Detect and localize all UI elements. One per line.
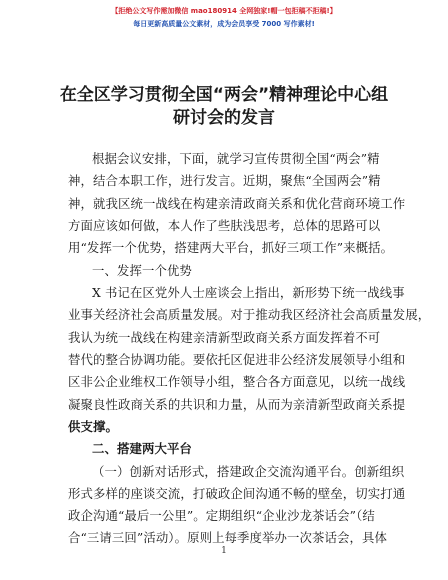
paragraph-line: 供支撑。 xyxy=(68,419,118,434)
paragraph-line: （一）创新对话形式，搭建政企交流沟通平台。创新组织 xyxy=(92,464,405,479)
document-title-line2: 研讨会的发言 xyxy=(173,108,275,128)
page-number: 1 xyxy=(221,546,227,556)
paragraph-line: 用“发挥一个优势，搭建两大平台，抓好三项工作”来概括。 xyxy=(68,240,394,255)
paragraph-line: 形式多样的座谈交流，打破政企间沟通不畅的壁垒，切实打通 xyxy=(68,486,406,501)
paragraph-line: 区非公企业维权工作领导小组，整合各方面意见，以统一战线 xyxy=(68,374,406,389)
paragraph-line: 业事关经济社会高质量发展。对于推动我区经济社会高质量发展， xyxy=(68,307,431,322)
paragraph-line: 合“三请三回”活动）。原则上每季度举办一次茶话会，具体 xyxy=(68,530,387,545)
paragraph-line: 神，结合本职工作，进行发言。近期，聚焦“全国两会”精 xyxy=(68,173,381,188)
paragraph-line: 方面应该如何做，本人作了些肤浅思考，总体的思路可以 xyxy=(68,218,381,233)
promo-banner-line2: 每日更新高质量公文素材，成为会员享受 7000 写作素材! xyxy=(133,20,315,28)
paragraph-line: 根据会议安排，下面，就学习宣传贯彻全国“两会”精 xyxy=(92,151,380,166)
paragraph-line: 政企沟通“最后一公里”。定期组织“企业沙龙茶话会”（结 xyxy=(68,508,375,523)
paragraph-line: X 书记在区党外人士座谈会上指出，新形势下统一战线事 xyxy=(92,285,405,300)
paragraph-line: 神，就我区统一战线在构建亲清政商关系和优化营商环境工作 xyxy=(68,196,406,211)
paragraph-line: 替代的整合协调功能。要依托区促进非公经济发展领导小组和 xyxy=(68,352,406,367)
section-heading-1: 一、发挥一个优势 xyxy=(92,263,192,278)
section-heading-2: 二、搭建两大平台 xyxy=(92,441,192,456)
promo-banner-line1: 【拒绝公文写作需加微信 mao180914 全网独家!帽一包拒稿不拒稿!】 xyxy=(111,7,337,15)
paragraph-line: 我认为统一战线在构建亲清新型政商关系方面发挥着不可 xyxy=(68,330,381,345)
paragraph-line: 凝聚良性政商关系的共识和力量，从而为亲清新型政商关系提 xyxy=(68,397,406,412)
document-title-line1: 在全区学习贯彻全国“两会”精神理论中心组 xyxy=(59,85,389,105)
